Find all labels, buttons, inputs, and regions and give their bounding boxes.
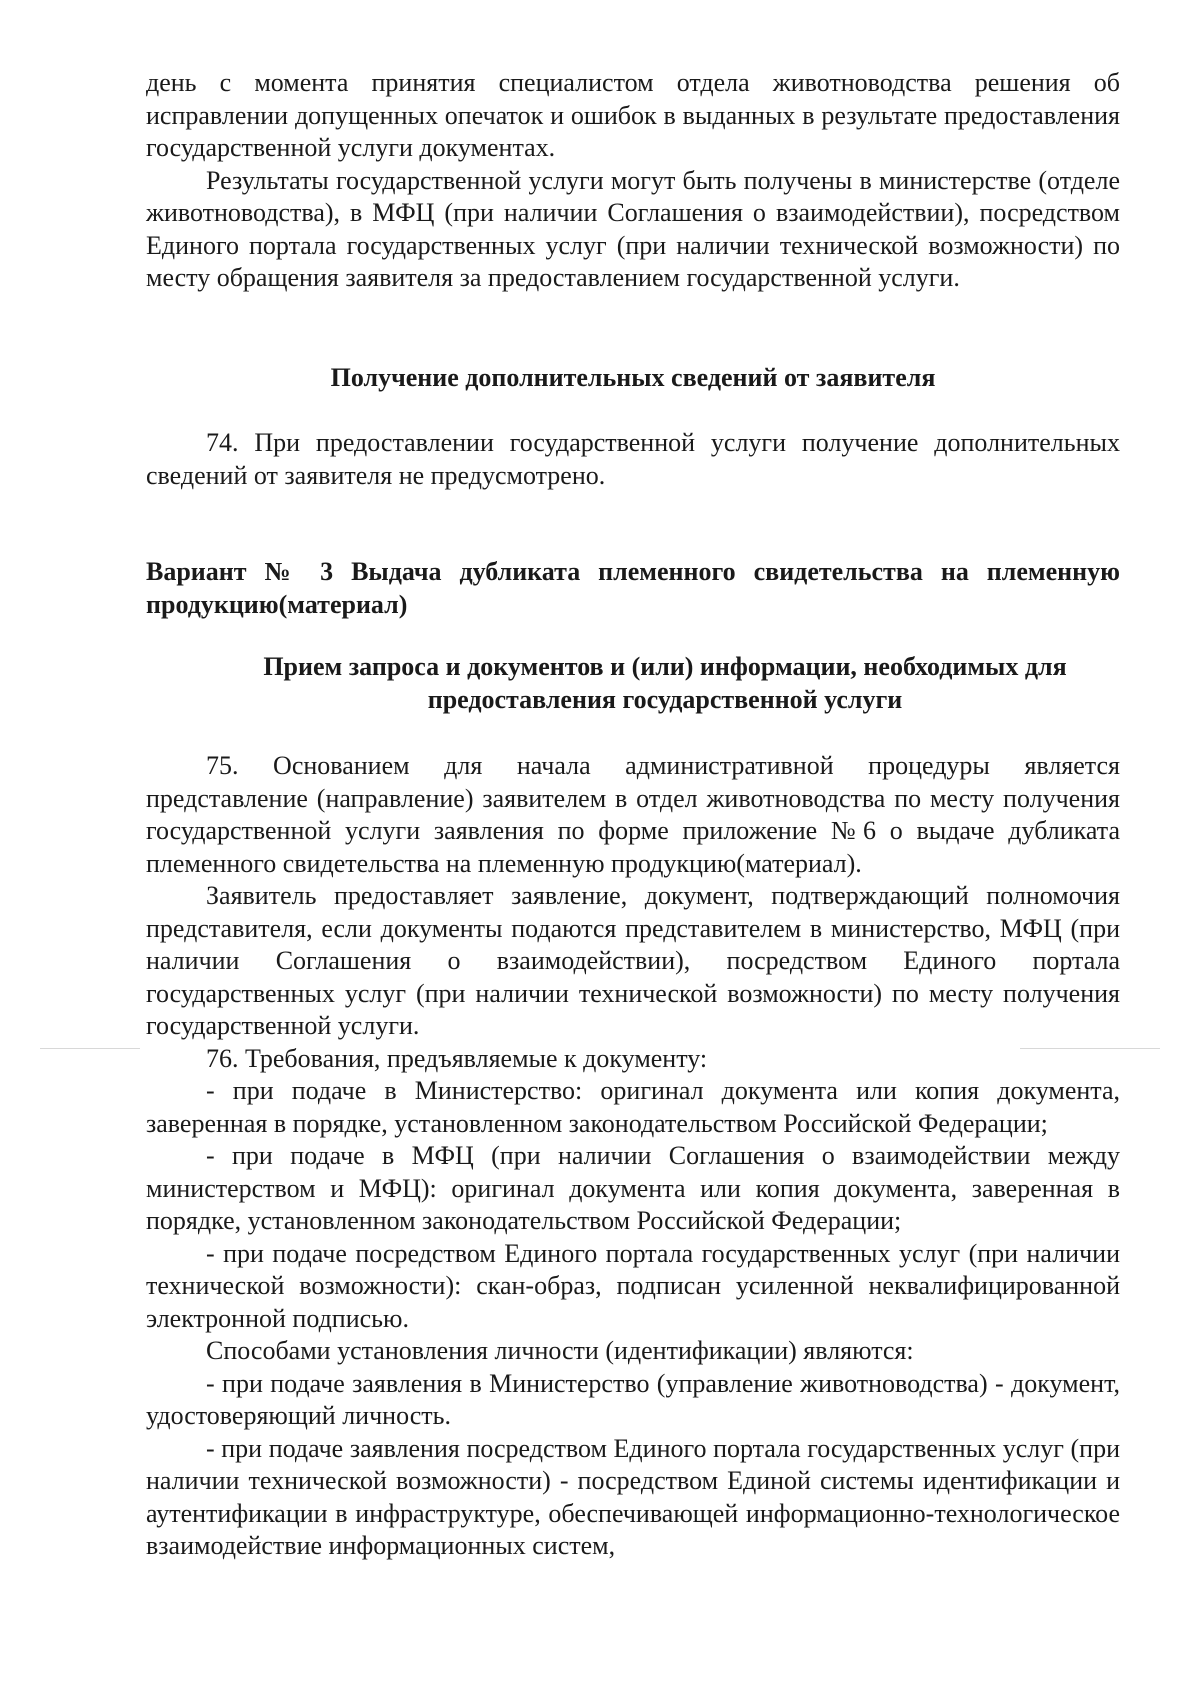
paragraph-75: 75. Основанием для начала административной процедуры является представление (направление) заявителем в отдел животноводства по месту получения государственной услуги заявления по форме приложение №6 о выдаче дубликата племенного свидетельства на племенную продукцию(материал). (146, 751, 1120, 878)
paragraph-intro-continuation: день с момента принятия специалистом отдела животноводства решения об исправлении допущенных опечаток и ошибок в выданных в результате предоставления государственной услуги документах. (146, 68, 1120, 162)
list-item-mfc: - при подаче в МФЦ (при наличии Соглашения о взаимодействии между министерством и МФЦ): оригинал документа или копия документа, заверенная в порядке, установленном законодательством Российской Федерации; (146, 1141, 1120, 1235)
paragraph-applicant: Заявитель предоставляет заявление, документ, подтверждающий полномочия представителя, если документы подаются представителем в министерство, МФЦ (при наличии Соглашения о взаимодействии), посредством Единого портала государственных услуг (при наличии технической возможности) по месту получения государственной услуги. (146, 881, 1120, 1040)
heading-variant-3: Вариант № 3 Выдача дубликата племенного свидетельства на племенную продукцию(материал) (146, 557, 1120, 619)
paragraph-74-block (146, 427, 1120, 492)
scan-artifact-right (1020, 1048, 1160, 1049)
paragraph-identification: Способами установления личности (идентификации) являются: (206, 1336, 914, 1365)
paragraph-76: 76. Требования, предъявляемые к документу: (206, 1043, 708, 1073)
paragraph-74: 74. При предоставлении государственной услуги получение дополнительных сведений от заявителя не предусмотрено. (146, 428, 1120, 490)
paragraph-results: Результаты государственной услуги могут быть получены в министерстве (отделе животноводства), в МФЦ (при наличии Соглашения о взаимодействии), посредством Единого портала государственных услуг (при наличии технической возможности) по месту обращения заявителя за предоставлением государственной услуги. (146, 165, 1120, 292)
list-item-id-portal: - при подаче заявления посредством Единого портала государственных услуг (при наличии технической возможности) - посредством Единой системы идентификации и аутентификации в инфраструктуре, обеспечивающей информационно-технологическое взаимодействие информационных систем, (146, 1433, 1120, 1560)
section-75 (146, 750, 1120, 1563)
list-item-portal: - при подаче посредством Единого портала государственных услуг (при наличии технической возможности): скан-образ, подписан усиленной неквалифицированной электронной подписью. (146, 1238, 1120, 1333)
heading-reception: Прием запроса и документов и (или) информации, необходимых для предоставления государственной услуги (263, 652, 1067, 714)
scan-artifact-left (40, 1048, 140, 1049)
heading-additional-info: Получение дополнительных сведений от заявителя (330, 363, 936, 392)
intro-section (146, 67, 1120, 295)
list-item-id-ministry: - при подаче заявления в Министерство (управление животноводства) - документ, удостоверяющий личность. (146, 1368, 1120, 1430)
list-item-ministry: - при подаче в Министерство: оригинал документа или копия документа, заверенная в порядке, установленном законодательством Российской Федерации; (146, 1076, 1120, 1138)
